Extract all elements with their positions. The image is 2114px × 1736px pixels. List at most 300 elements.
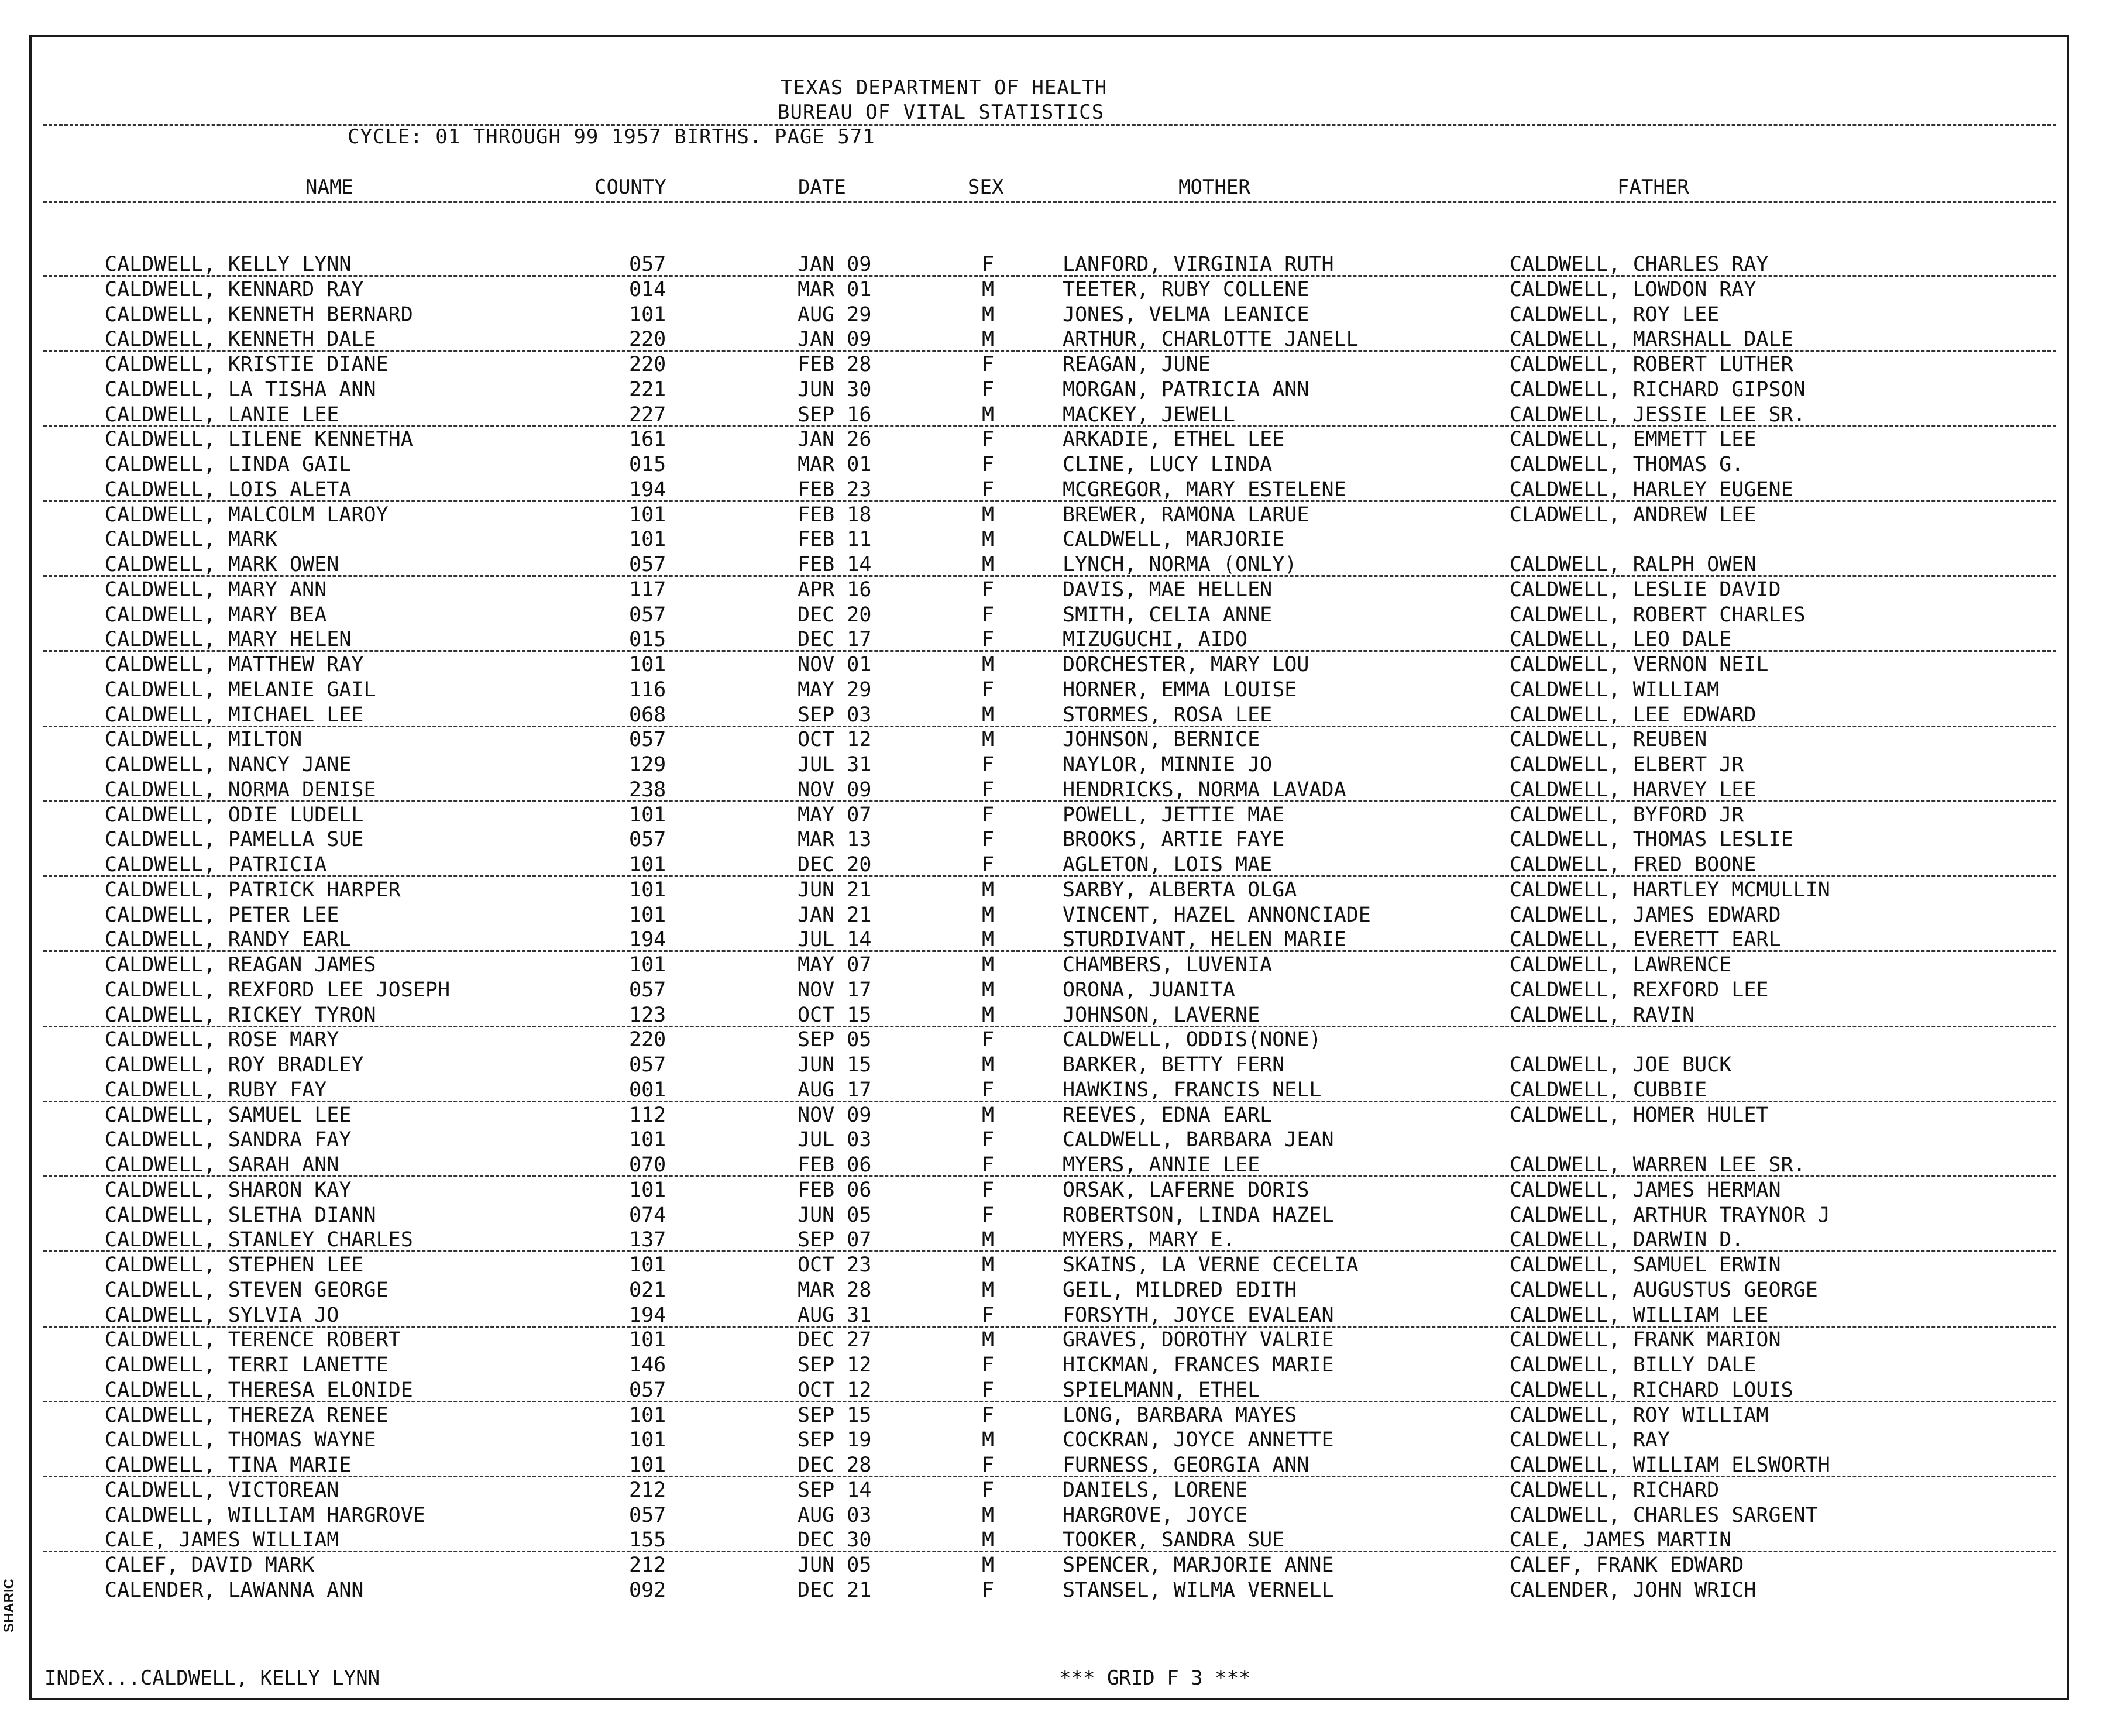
cell-mother: SPENCER, MARJORIE ANNE <box>1063 1553 1334 1577</box>
cell-mother: GRAVES, DOROTHY VALRIE <box>1063 1328 1334 1352</box>
cell-mother: MYERS, ANNIE LEE <box>1063 1153 1260 1177</box>
table-row <box>32 1228 2067 1253</box>
table-row <box>32 1304 2067 1329</box>
cell-county: 220 <box>629 353 666 376</box>
table-row <box>32 503 2067 528</box>
cell-date: SEP 14 <box>798 1478 872 1502</box>
index-label: INDEX...CALDWELL, KELLY LYNN <box>44 1666 380 1690</box>
cell-father: CALDWELL, WILLIAM LEE <box>1510 1303 1769 1327</box>
cell-father: CALDWELL, JAMES EDWARD <box>1510 903 1781 927</box>
column-header-father: FATHER <box>1617 176 1689 199</box>
cell-sex: M <box>982 277 995 301</box>
cell-mother: HICKMAN, FRANCES MARIE <box>1063 1353 1334 1377</box>
cell-mother: ORONA, JUANITA <box>1063 978 1236 1002</box>
cell-father: CALDWELL, SAMUEL ERWIN <box>1510 1253 1781 1277</box>
cell-mother: ARTHUR, CHARLOTTE JANELL <box>1063 328 1359 352</box>
cell-sex: F <box>982 828 995 852</box>
cell-name: CALDWELL, NANCY JANE <box>105 753 352 776</box>
cell-mother: HENDRICKS, NORMA LAVADA <box>1063 778 1346 802</box>
cell-name: CALDWELL, MICHAEL LEE <box>105 703 364 727</box>
cell-county: 194 <box>629 1303 666 1327</box>
cell-father: CALDWELL, REXFORD LEE <box>1510 978 1769 1002</box>
cell-mother: LYNCH, NORMA (ONLY) <box>1063 553 1297 576</box>
cell-date: NOV 01 <box>798 653 872 676</box>
table-row <box>32 1379 2067 1404</box>
cell-date: SEP 03 <box>798 703 872 727</box>
cell-date: OCT 12 <box>798 728 872 752</box>
cell-father: CALDWELL, EMMETT LEE <box>1510 428 1756 452</box>
cell-date: SEP 07 <box>798 1228 872 1252</box>
table-row <box>32 1528 2067 1553</box>
cell-date: MAR 13 <box>798 828 872 852</box>
cell-sex: M <box>982 1278 995 1302</box>
cell-date: FEB 06 <box>798 1178 872 1202</box>
cell-mother: JONES, VELMA LEANICE <box>1063 302 1309 326</box>
cell-father: CALDWELL, WILLIAM <box>1510 678 1720 702</box>
cell-county: 057 <box>629 603 666 627</box>
cell-mother: TEETER, RUBY COLLENE <box>1063 277 1309 301</box>
cell-date: DEC 27 <box>798 1328 872 1352</box>
cell-date: NOV 09 <box>798 1103 872 1127</box>
cell-name: CALDWELL, RUBY FAY <box>105 1078 327 1102</box>
cell-mother: SMITH, CELIA ANNE <box>1063 603 1273 627</box>
table-row <box>32 803 2067 829</box>
cell-date: JUN 21 <box>798 878 872 902</box>
cell-county: 021 <box>629 1278 666 1302</box>
cell-sex: F <box>982 1303 995 1327</box>
cell-date: DEC 30 <box>798 1528 872 1552</box>
cell-sex: F <box>982 1028 995 1052</box>
table-row <box>32 1353 2067 1379</box>
cell-sex: M <box>982 703 995 727</box>
cell-mother: REAGAN, JUNE <box>1063 353 1211 376</box>
cell-father: CALDWELL, DARWIN D. <box>1510 1228 1744 1252</box>
cell-date: SEP 15 <box>798 1403 872 1427</box>
cell-father: CALDWELL, RAY <box>1510 1428 1670 1452</box>
cell-sex: F <box>982 803 995 827</box>
cell-date: FEB 14 <box>798 553 872 576</box>
cell-father: CALDWELL, THOMAS G. <box>1510 453 1744 476</box>
cell-date: FEB 06 <box>798 1153 872 1177</box>
cell-date: DEC 20 <box>798 853 872 876</box>
cell-county: 057 <box>629 1503 666 1527</box>
table-row <box>32 928 2067 953</box>
cell-county: 057 <box>629 978 666 1002</box>
cell-sex: F <box>982 428 995 452</box>
cell-sex: M <box>982 978 995 1002</box>
cell-mother: LANFORD, VIRGINIA RUTH <box>1063 253 1334 276</box>
document-frame <box>29 35 2069 1700</box>
cell-county: 057 <box>629 728 666 752</box>
cell-mother: REEVES, EDNA EARL <box>1063 1103 1273 1127</box>
cell-father: CALDWELL, RAVIN <box>1510 1003 1695 1027</box>
table-row <box>32 478 2067 503</box>
cell-name: CALDWELL, KELLY LYNN <box>105 253 352 276</box>
table-row <box>32 1178 2067 1204</box>
table-row <box>32 1028 2067 1053</box>
cell-county: 014 <box>629 277 666 301</box>
cell-mother: CALDWELL, BARBARA JEAN <box>1063 1128 1334 1152</box>
cell-sex: F <box>982 778 995 802</box>
cell-name: CALE, JAMES WILLIAM <box>105 1528 339 1552</box>
table-row <box>32 603 2067 628</box>
cell-father: CALDWELL, RALPH OWEN <box>1510 553 1756 576</box>
cell-mother: STURDIVANT, HELEN MARIE <box>1063 928 1346 952</box>
cell-name: CALDWELL, RANDY EARL <box>105 928 352 952</box>
cell-mother: SPIELMANN, ETHEL <box>1063 1378 1260 1402</box>
cell-sex: F <box>982 353 995 376</box>
cell-sex: F <box>982 1403 995 1427</box>
table-row <box>32 1328 2067 1353</box>
cell-sex: M <box>982 403 995 427</box>
cell-county: 101 <box>629 803 666 827</box>
cell-county: 057 <box>629 1378 666 1402</box>
cell-name: CALDWELL, LINDA GAIL <box>105 453 352 476</box>
cell-date: DEC 17 <box>798 628 872 652</box>
cell-sex: M <box>982 653 995 676</box>
header-divider <box>43 124 2056 126</box>
table-row <box>32 1053 2067 1078</box>
cell-date: MAY 29 <box>798 678 872 702</box>
cell-name: CALDWELL, TERRI LANETTE <box>105 1353 389 1377</box>
cell-sex: F <box>982 603 995 627</box>
cell-father: CALDWELL, VERNON NEIL <box>1510 653 1769 676</box>
cell-name: CALDWELL, STEVEN GEORGE <box>105 1278 389 1302</box>
cell-name: CALDWELL, MATTHEW RAY <box>105 653 364 676</box>
cell-sex: M <box>982 1328 995 1352</box>
cell-county: 123 <box>629 1003 666 1027</box>
cell-name: CALDWELL, LOIS ALETA <box>105 477 352 501</box>
cell-mother: AGLETON, LOIS MAE <box>1063 853 1273 876</box>
cell-date: JAN 26 <box>798 428 872 452</box>
cell-name: CALENDER, LAWANNA ANN <box>105 1578 364 1602</box>
cell-county: 227 <box>629 403 666 427</box>
cell-mother: COCKRAN, JOYCE ANNETTE <box>1063 1428 1334 1452</box>
cell-date: SEP 12 <box>798 1353 872 1377</box>
cell-sex: F <box>982 853 995 876</box>
cell-date: JUN 30 <box>798 377 872 401</box>
cell-county: 212 <box>629 1553 666 1577</box>
cell-father: CALDWELL, RICHARD GIPSON <box>1510 377 1806 401</box>
cycle-line: CYCLE: 01 THROUGH 99 1957 BIRTHS. PAGE 571 <box>348 125 875 149</box>
cell-mother: GEIL, MILDRED EDITH <box>1063 1278 1297 1302</box>
cell-father: CALDWELL, FRANK MARION <box>1510 1328 1781 1352</box>
cell-name: CALDWELL, ODIE LUDELL <box>105 803 364 827</box>
cell-father: CLADWELL, ANDREW LEE <box>1510 503 1756 527</box>
cell-name: CALDWELL, MARK <box>105 528 278 552</box>
cell-sex: M <box>982 728 995 752</box>
cell-mother: JOHNSON, LAVERNE <box>1063 1003 1260 1027</box>
cell-mother: DANIELS, LORENE <box>1063 1478 1248 1502</box>
cell-father: CALDWELL, ROY WILLIAM <box>1510 1403 1769 1427</box>
table-row <box>32 978 2067 1003</box>
cell-mother: MACKEY, JEWELL <box>1063 403 1236 427</box>
cell-father: CALDWELL, BYFORD JR <box>1510 803 1744 827</box>
cell-county: 221 <box>629 377 666 401</box>
cell-sex: M <box>982 878 995 902</box>
cell-county: 220 <box>629 328 666 352</box>
cell-date: NOV 09 <box>798 778 872 802</box>
cell-sex: M <box>982 1503 995 1527</box>
cell-date: SEP 16 <box>798 403 872 427</box>
cell-name: CALDWELL, ROY BRADLEY <box>105 1053 364 1077</box>
cell-county: 101 <box>629 302 666 326</box>
cell-father: CALDWELL, LESLIE DAVID <box>1510 577 1781 601</box>
cell-mother: VINCENT, HAZEL ANNONCIADE <box>1063 903 1371 927</box>
cell-name: CALDWELL, WILLIAM HARGROVE <box>105 1503 425 1527</box>
table-row <box>32 1278 2067 1304</box>
cell-mother: HARGROVE, JOYCE <box>1063 1503 1248 1527</box>
cell-date: MAR 01 <box>798 453 872 476</box>
table-row <box>32 378 2067 403</box>
cell-name: CALDWELL, THERESA ELONIDE <box>105 1378 413 1402</box>
cell-county: 057 <box>629 828 666 852</box>
cell-sex: M <box>982 1228 995 1252</box>
cell-name: CALDWELL, NORMA DENISE <box>105 778 376 802</box>
cell-father: CALDWELL, WARREN LEE SR. <box>1510 1153 1806 1177</box>
cell-name: CALDWELL, KENNETH DALE <box>105 328 376 352</box>
cell-father: CALDWELL, ELBERT JR <box>1510 753 1744 776</box>
cell-date: OCT 15 <box>798 1003 872 1027</box>
cell-date: MAR 28 <box>798 1278 872 1302</box>
table-row <box>32 528 2067 553</box>
table-row <box>32 878 2067 903</box>
cell-sex: F <box>982 453 995 476</box>
cell-county: 238 <box>629 778 666 802</box>
cell-father: CALDWELL, MARSHALL DALE <box>1510 328 1793 352</box>
cell-name: CALDWELL, MILTON <box>105 728 303 752</box>
column-header-county: COUNTY <box>594 176 666 199</box>
cell-mother: CLINE, LUCY LINDA <box>1063 453 1273 476</box>
cell-date: MAY 07 <box>798 803 872 827</box>
cell-date: FEB 28 <box>798 353 872 376</box>
cell-mother: JOHNSON, BERNICE <box>1063 728 1260 752</box>
cell-father: CALDWELL, RICHARD LOUIS <box>1510 1378 1793 1402</box>
cell-mother: STANSEL, WILMA VERNELL <box>1063 1578 1334 1602</box>
cell-county: 161 <box>629 428 666 452</box>
cell-sex: M <box>982 1053 995 1077</box>
cell-county: 116 <box>629 678 666 702</box>
table-row <box>32 1253 2067 1278</box>
cell-mother: MCGREGOR, MARY ESTELENE <box>1063 477 1346 501</box>
cell-county: 068 <box>629 703 666 727</box>
cell-sex: F <box>982 1578 995 1602</box>
cell-county: 101 <box>629 528 666 552</box>
cell-name: CALDWELL, THOMAS WAYNE <box>105 1428 376 1452</box>
cell-county: 101 <box>629 853 666 876</box>
table-row <box>32 1428 2067 1453</box>
cell-date: DEC 20 <box>798 603 872 627</box>
cell-date: JUL 03 <box>798 1128 872 1152</box>
cell-sex: M <box>982 328 995 352</box>
cell-father: CALDWELL, RICHARD <box>1510 1478 1720 1502</box>
cell-sex: F <box>982 1078 995 1102</box>
cell-father: CALDWELL, FRED BOONE <box>1510 853 1756 876</box>
cell-sex: M <box>982 1428 995 1452</box>
cell-father: CALDWELL, JESSIE LEE SR. <box>1510 403 1806 427</box>
cell-name: CALDWELL, MARY HELEN <box>105 628 352 652</box>
cell-county: 194 <box>629 477 666 501</box>
cell-sex: F <box>982 377 995 401</box>
cell-father: CALDWELL, HARVEY LEE <box>1510 778 1756 802</box>
cell-county: 212 <box>629 1478 666 1502</box>
cell-name: CALDWELL, RICKEY TYRON <box>105 1003 376 1027</box>
cell-name: CALDWELL, SANDRA FAY <box>105 1128 352 1152</box>
cell-county: 057 <box>629 1053 666 1077</box>
side-label: SHARIC <box>1 1578 17 1632</box>
table-row <box>32 278 2067 303</box>
cell-date: JUN 05 <box>798 1203 872 1227</box>
cell-date: JUL 14 <box>798 928 872 952</box>
cell-date: SEP 05 <box>798 1028 872 1052</box>
cell-sex: F <box>982 1128 995 1152</box>
cell-mother: NAYLOR, MINNIE JO <box>1063 753 1273 776</box>
cell-name: CALDWELL, STANLEY CHARLES <box>105 1228 413 1252</box>
cell-sex: M <box>982 903 995 927</box>
cell-county: 101 <box>629 1453 666 1477</box>
table-row <box>32 953 2067 978</box>
cell-date: FEB 18 <box>798 503 872 527</box>
cell-sex: F <box>982 628 995 652</box>
cell-sex: F <box>982 753 995 776</box>
cell-sex: M <box>982 1553 995 1577</box>
cell-date: AUG 03 <box>798 1503 872 1527</box>
cell-mother: HORNER, EMMA LOUISE <box>1063 678 1297 702</box>
cell-father: CALDWELL, EVERETT EARL <box>1510 928 1781 952</box>
column-header-date: DATE <box>798 176 846 199</box>
cell-county: 101 <box>629 1403 666 1427</box>
table-row <box>32 728 2067 753</box>
cell-name: CALDWELL, REAGAN JAMES <box>105 953 376 977</box>
table-row <box>32 1504 2067 1529</box>
cell-mother: SKAINS, LA VERNE CECELIA <box>1063 1253 1359 1277</box>
cell-mother: BROOKS, ARTIE FAYE <box>1063 828 1285 852</box>
table-row <box>32 1128 2067 1153</box>
cell-father: CALDWELL, HARTLEY MCMULLIN <box>1510 878 1830 902</box>
cell-name: CALDWELL, THEREZA RENEE <box>105 1403 389 1427</box>
cell-county: 220 <box>629 1028 666 1052</box>
cell-sex: F <box>982 253 995 276</box>
cell-name: CALDWELL, REXFORD LEE JOSEPH <box>105 978 451 1002</box>
cell-sex: F <box>982 1378 995 1402</box>
cell-county: 101 <box>629 903 666 927</box>
cell-county: 129 <box>629 753 666 776</box>
cell-sex: M <box>982 503 995 527</box>
cell-sex: M <box>982 528 995 552</box>
cell-date: MAY 07 <box>798 953 872 977</box>
cell-father: CALDWELL, LAWRENCE <box>1510 953 1732 977</box>
cell-date: AUG 29 <box>798 302 872 326</box>
cell-father: CALE, JAMES MARTIN <box>1510 1528 1732 1552</box>
cell-mother: LONG, BARBARA MAYES <box>1063 1403 1297 1427</box>
cell-name: CALDWELL, KENNETH BERNARD <box>105 302 413 326</box>
cell-name: CALDWELL, TINA MARIE <box>105 1453 352 1477</box>
cell-name: CALDWELL, SARAH ANN <box>105 1153 339 1177</box>
cell-father: CALDWELL, LEO DALE <box>1510 628 1732 652</box>
cell-date: AUG 17 <box>798 1078 872 1102</box>
table-row <box>32 328 2067 353</box>
table-row <box>32 778 2067 803</box>
cell-sex: F <box>982 477 995 501</box>
table-row <box>32 1579 2067 1604</box>
cell-sex: F <box>982 1203 995 1227</box>
cell-sex: F <box>982 1453 995 1477</box>
cell-mother: HAWKINS, FRANCIS NELL <box>1063 1078 1322 1102</box>
cell-father: CALDWELL, LOWDON RAY <box>1510 277 1756 301</box>
cell-date: JAN 09 <box>798 253 872 276</box>
cell-name: CALDWELL, SAMUEL LEE <box>105 1103 352 1127</box>
cell-county: 101 <box>629 1253 666 1277</box>
cell-father: CALDWELL, REUBEN <box>1510 728 1707 752</box>
column-header-mother: MOTHER <box>1178 176 1250 199</box>
cell-name: CALDWELL, KRISTIE DIANE <box>105 353 389 376</box>
table-row <box>32 1404 2067 1429</box>
cell-sex: M <box>982 1003 995 1027</box>
cell-mother: POWELL, JETTIE MAE <box>1063 803 1285 827</box>
cell-mother: CHAMBERS, LUVENIA <box>1063 953 1273 977</box>
cell-name: CALDWELL, MELANIE GAIL <box>105 678 376 702</box>
cell-sex: M <box>982 1253 995 1277</box>
cell-name: CALDWELL, MARY BEA <box>105 603 327 627</box>
cell-county: 117 <box>629 577 666 601</box>
cell-date: DEC 28 <box>798 1453 872 1477</box>
cell-mother: ARKADIE, ETHEL LEE <box>1063 428 1285 452</box>
cell-county: 092 <box>629 1578 666 1602</box>
cell-date: FEB 11 <box>798 528 872 552</box>
cell-sex: M <box>982 928 995 952</box>
cell-date: NOV 17 <box>798 978 872 1002</box>
cell-name: CALDWELL, PATRICIA <box>105 853 327 876</box>
cell-father: CALDWELL, ROBERT LUTHER <box>1510 353 1793 376</box>
cell-name: CALDWELL, SYLVIA JO <box>105 1303 339 1327</box>
cell-county: 074 <box>629 1203 666 1227</box>
cell-name: CALDWELL, MALCOLM LAROY <box>105 503 389 527</box>
table-row <box>32 1153 2067 1178</box>
table-row <box>32 628 2067 653</box>
table-row <box>32 1104 2067 1129</box>
cell-name: CALDWELL, PATRICK HARPER <box>105 878 401 902</box>
cell-county: 155 <box>629 1528 666 1552</box>
cell-date: JAN 21 <box>798 903 872 927</box>
bureau-title: BUREAU OF VITAL STATISTICS <box>778 101 1105 124</box>
cell-county: 101 <box>629 953 666 977</box>
cell-county: 101 <box>629 653 666 676</box>
cell-date: DEC 21 <box>798 1578 872 1602</box>
cell-name: CALDWELL, TERENCE ROBERT <box>105 1328 401 1352</box>
table-row <box>32 678 2067 703</box>
cell-county: 057 <box>629 253 666 276</box>
table-row <box>32 453 2067 478</box>
column-header-sex: SEX <box>968 176 1004 199</box>
cell-name: CALDWELL, KENNARD RAY <box>105 277 364 301</box>
cell-county: 194 <box>629 928 666 952</box>
table-row <box>32 1078 2067 1104</box>
cell-mother: MORGAN, PATRICIA ANN <box>1063 377 1309 401</box>
cell-county: 101 <box>629 878 666 902</box>
cell-county: 112 <box>629 1103 666 1127</box>
cell-father: CALEF, FRANK EDWARD <box>1510 1553 1744 1577</box>
cell-county: 101 <box>629 1178 666 1202</box>
cell-father: CALDWELL, HOMER HULET <box>1510 1103 1769 1127</box>
cell-name: CALDWELL, ROSE MARY <box>105 1028 339 1052</box>
table-row <box>32 1204 2067 1229</box>
table-row <box>32 403 2067 428</box>
cell-mother: DAVIS, MAE HELLEN <box>1063 577 1273 601</box>
table-row <box>32 303 2067 328</box>
table-row <box>32 428 2067 453</box>
cell-father: CALDWELL, CHARLES RAY <box>1510 253 1769 276</box>
cell-name: CALDWELL, STEPHEN LEE <box>105 1253 364 1277</box>
